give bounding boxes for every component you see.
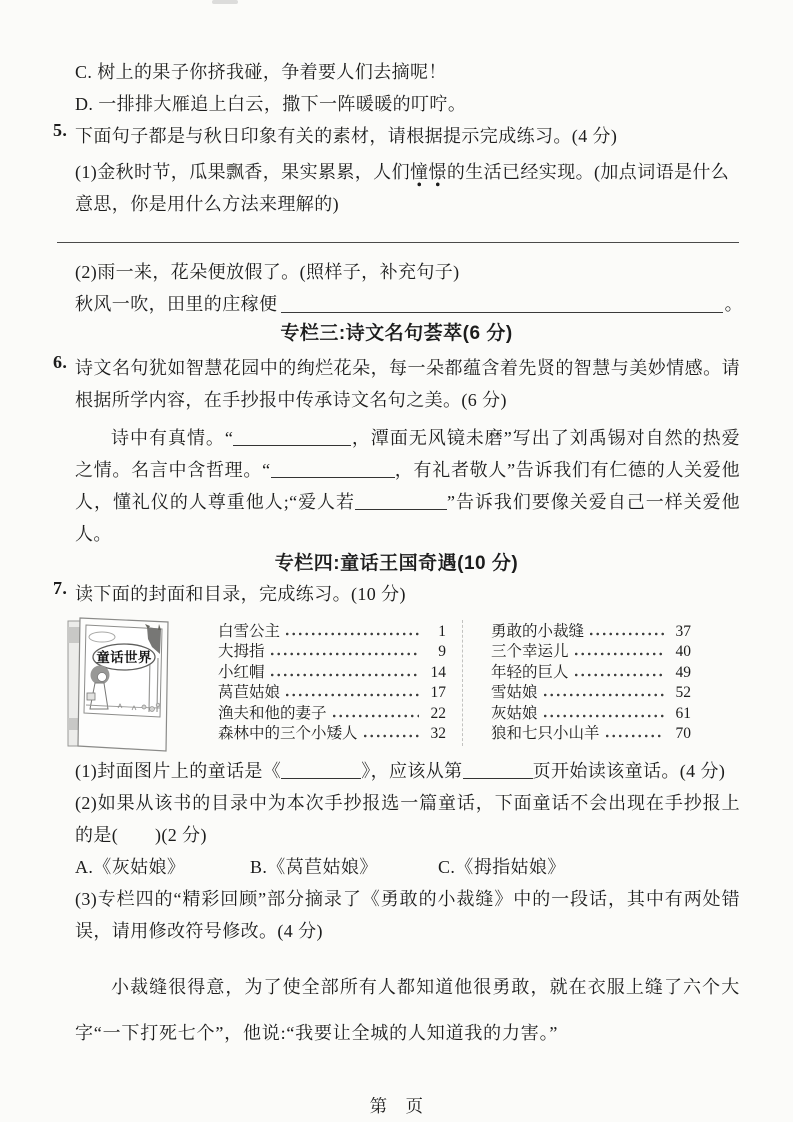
q5-part1-post: 的生活已经实现。(加点词语是什么 xyxy=(446,162,730,182)
toc-row xyxy=(218,641,446,662)
q7-p1-text-b: 》，应该从第 xyxy=(361,761,463,781)
q6-seg3: ，有礼者敬人”告诉我们有仁德的人关爱他人，懂礼仪的人尊重他人;“爱人若 xyxy=(75,460,740,512)
toc-title: 勇敢的小裁缝 xyxy=(491,622,585,640)
girl-face-icon xyxy=(98,673,107,682)
question-7-part3 xyxy=(75,883,740,947)
toc-page-number: 17 xyxy=(430,684,446,701)
toc-page-number: 61 xyxy=(675,704,691,722)
q7-p1-text-c: 页开始读该童话。(4 分) xyxy=(532,761,726,781)
q5-part1-pre: (1)金秋时节，瓜果飘香，果实累累，人们 xyxy=(75,162,410,182)
question-6-number: 6. xyxy=(53,352,68,372)
toc-title: 灰姑娘 xyxy=(491,704,538,722)
section-heading-three: 专栏三:诗文名句荟萃(6 分) xyxy=(280,323,513,344)
q5-part2-period: 。 xyxy=(724,294,743,314)
toc-dot-leader xyxy=(332,714,419,718)
toc-dot-leader xyxy=(605,734,664,738)
flower-icon xyxy=(156,703,160,707)
basket-icon xyxy=(87,693,95,700)
book-spine-band-top xyxy=(68,627,80,643)
toc-row xyxy=(491,682,691,703)
q7-part3-stem: (3)专栏四的“精彩回顾”部分摘录了《勇敢的小裁缝》中的一段话，其中有两处错误，请用修改符号修改。(4 分) xyxy=(75,889,740,941)
choice-line-d xyxy=(75,88,793,120)
toc-title: 狼和七只小山羊 xyxy=(491,725,600,742)
book-cover-and-toc-figure xyxy=(62,612,793,754)
book-title: 童话世界 xyxy=(96,650,152,665)
toc-title: 莴苣姑娘 xyxy=(218,684,281,701)
toc-row xyxy=(218,682,446,703)
toc-dot-leader xyxy=(574,673,664,677)
toc-dot-leader xyxy=(285,693,419,697)
option-b: B.《莴苣姑娘》 xyxy=(250,857,378,877)
question-7-stem: 读下面的封面和目录，完成练习。(10 分) xyxy=(75,584,406,604)
toc-page-number: 52 xyxy=(675,684,691,701)
option-c: C.《拇指姑娘》 xyxy=(438,857,566,877)
q6-seg1: 诗中有真情。“ xyxy=(111,428,234,448)
choice-text-c: 树上的果子你挤我碰，争着要人们去摘呢！ xyxy=(97,62,447,82)
toc-row xyxy=(218,702,446,723)
toc-page-number: 70 xyxy=(675,725,691,742)
question-6-stem: 诗文名句犹如智慧花园中的绚烂花朵，每一朵都蕴含着先贤的智慧与美妙情感。请根据所学内容，在手抄报中传承诗文名句之美。(6 分) xyxy=(75,358,740,410)
toc-title: 三个幸运儿 xyxy=(491,643,569,660)
scan-smudge xyxy=(212,0,238,4)
question-7 xyxy=(53,578,740,610)
choice-text-d: 一排排大雁追上白云，撒下一阵暖暖的叮咛。 xyxy=(98,94,467,114)
toc-row xyxy=(491,702,691,723)
toc-column-left xyxy=(218,612,446,754)
toc-page-number: 14 xyxy=(430,663,446,681)
q5-part2-stem: (2)雨一来，花朵便放假了。(照样子，补充句子) xyxy=(75,262,460,282)
excerpt-paragraph: 小裁缝很得意，为了使全部所有人都知道他很勇敢，就在衣服上缝了六个大字“一下打死七个”，他说:“我要让全城的人知道我的力害。” xyxy=(75,977,740,1043)
toc-title: 森林中的三个小矮人 xyxy=(218,725,358,742)
q6-blank-1 xyxy=(233,430,351,446)
toc-title: 雪姑娘 xyxy=(491,684,538,701)
toc-dot-leader xyxy=(574,652,664,656)
page-footer: 第 页 xyxy=(369,1096,424,1116)
toc-title: 小红帽 xyxy=(218,663,265,681)
question-5-number: 5. xyxy=(53,120,68,140)
toc-row xyxy=(491,723,691,744)
question-5-part1 xyxy=(75,156,740,188)
toc-dot-leader xyxy=(543,693,664,697)
q6-seg4: ”告诉我们要像关爱自己一样关爱他人。 xyxy=(75,492,740,544)
toc-row xyxy=(218,661,446,682)
q6-blank-2 xyxy=(271,462,395,478)
question-7-options xyxy=(75,851,793,883)
book-cover-illustration xyxy=(62,612,174,754)
question-6-body xyxy=(75,422,740,550)
q7-blank-title xyxy=(281,763,361,779)
q6-blank-3 xyxy=(355,494,447,510)
toc-page-number: 32 xyxy=(430,725,446,742)
toc-dot-leader xyxy=(270,673,419,677)
cloud-icon xyxy=(89,632,115,642)
choice-label-d: D. xyxy=(75,94,94,114)
toc-title: 白雪公主 xyxy=(218,622,281,640)
toc-page-number: 49 xyxy=(675,663,691,681)
toc-page-number: 22 xyxy=(430,704,446,722)
q5-part2-lead: 秋风一吹，田里的庄稼便 xyxy=(75,294,278,314)
toc-dot-leader xyxy=(270,652,419,656)
toc-page-number: 9 xyxy=(438,643,446,660)
toc-page-number: 37 xyxy=(675,622,691,640)
toc-dot-leader xyxy=(589,632,664,636)
toc-dot-leader xyxy=(363,734,419,738)
toc-column-divider xyxy=(462,620,463,746)
toc-row xyxy=(491,620,691,641)
option-a: A.《灰姑娘》 xyxy=(75,857,186,877)
answer-line xyxy=(57,242,739,243)
toc-dot-leader xyxy=(543,714,664,718)
question-7-part1 xyxy=(75,755,740,851)
q7-part1-line xyxy=(75,755,740,787)
toc-row xyxy=(491,641,691,662)
toc-title: 大拇指 xyxy=(218,643,265,660)
fill-blank-long xyxy=(281,312,722,313)
toc-title: 渔夫和他的妻子 xyxy=(218,704,327,722)
question-6 xyxy=(53,352,740,550)
question-5-part1-cont: 意思，你是用什么方法来理解的) xyxy=(75,194,339,214)
choice-label-c: C. xyxy=(75,62,93,82)
toc-title: 年轻的巨人 xyxy=(491,663,569,681)
flower-icon xyxy=(142,705,146,709)
toc-row xyxy=(218,620,446,641)
choice-line-c xyxy=(75,56,793,88)
toc-page-number: 40 xyxy=(675,643,691,660)
question-5-part2 xyxy=(75,256,740,288)
toc-row xyxy=(491,661,691,682)
question-5-stem: 下面句子都是与秋日印象有关的素材，请根据提示完成练习。(4 分) xyxy=(75,126,618,146)
emphasized-word: 憧憬 xyxy=(410,162,447,188)
question-7-part2: (2)如果从该书的目录中为本次手抄报选一篇童话，下面童话不会出现在手抄报上的是( )(2 分) xyxy=(75,793,740,845)
toc-column-right xyxy=(491,612,691,754)
q7-blank-page xyxy=(463,763,533,779)
q5-part2-fill-line xyxy=(75,288,743,320)
q7-p1-text-a: (1)封面图片上的童话是《 xyxy=(75,761,282,781)
flower-icon xyxy=(150,707,155,712)
q6-seg2: ，潭面无风镜未磨”写出了刘禹锡对自然的热爱之情。名言中含哲理。“ xyxy=(75,428,740,480)
section-heading-four: 专栏四:童话王国奇遇(10 分) xyxy=(274,553,519,574)
toc-row xyxy=(218,723,446,744)
toc-page-number: 1 xyxy=(438,622,446,640)
question-7-number: 7. xyxy=(53,578,68,598)
toc-dot-leader xyxy=(285,632,419,636)
question-5 xyxy=(53,120,740,220)
